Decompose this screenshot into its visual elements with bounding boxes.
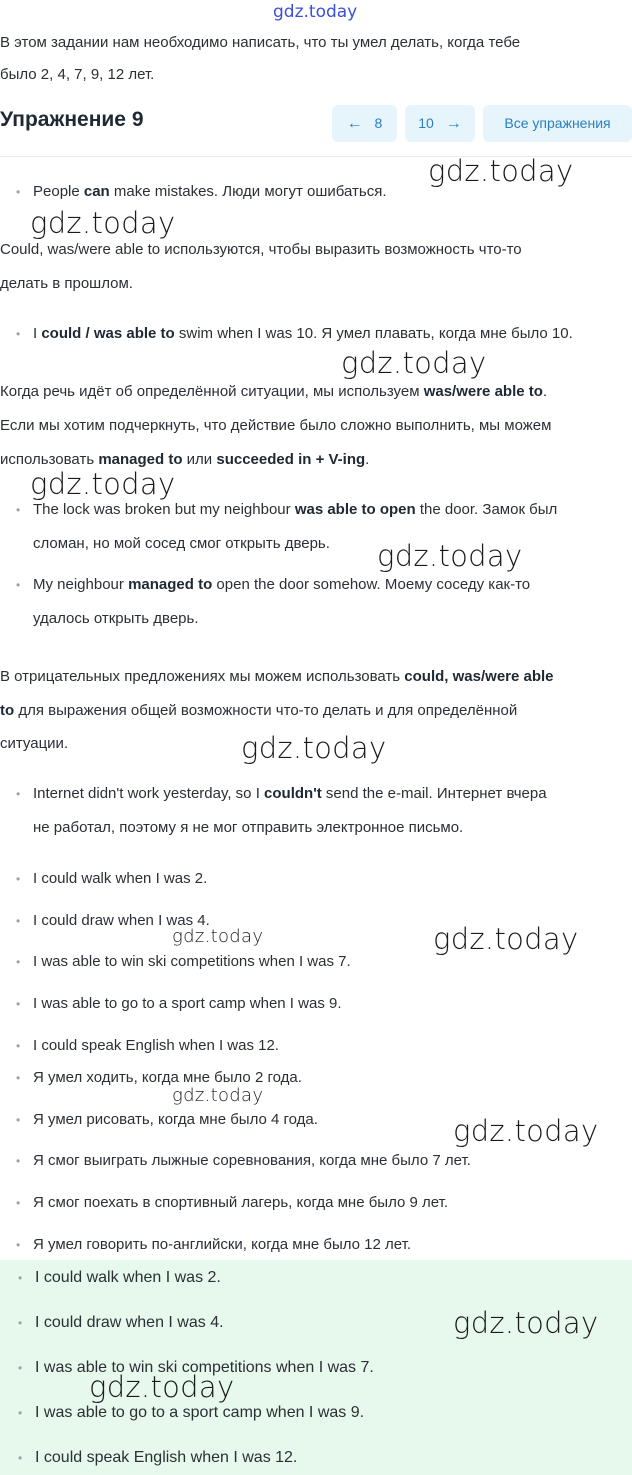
bullet-dot: •: [16, 1238, 21, 1252]
answer-item-text: I was able to win ski competitions when I was 7.: [35, 1359, 374, 1376]
watermark: gdz.today: [453, 1306, 599, 1340]
next-exercise-button[interactable]: [405, 105, 475, 142]
bullet-dot: •: [16, 1154, 21, 1168]
page-title: Упражнение 9: [0, 108, 144, 131]
paragraph-line: делать в прошлом.: [0, 275, 133, 292]
list-item-text: I could / was able to swim when I was 10. Я умел плавать, когда мне было 10.: [33, 325, 573, 342]
bullet-dot: •: [16, 1039, 21, 1053]
watermark: gdz.today: [241, 731, 387, 765]
list-item-text: Я смог выиграть лыжные соревнования, когда мне было 7 лет.: [33, 1152, 471, 1169]
site-logo[interactable]: gdz.today: [273, 2, 358, 22]
list-item-text: People can make mistakes. Люди могут ошибаться.: [33, 183, 387, 200]
bullet-dot: •: [18, 1406, 23, 1420]
paragraph-line: Когда речь идёт об определённой ситуации, мы используем was/were able to.: [0, 383, 548, 400]
bullet-dot: •: [18, 1271, 23, 1285]
list-item-text: Internet didn't work yesterday, so I couldn't send the e-mail. Интернет вчера: [33, 785, 547, 802]
watermark: gdz.today: [30, 206, 176, 240]
bullet-dot: •: [16, 1196, 21, 1210]
list-item-text: Я умел ходить, когда мне было 2 года.: [33, 1069, 302, 1086]
list-item-text: I could draw when I was 4.: [33, 912, 210, 929]
answer-item-text: I could draw when I was 4.: [35, 1314, 224, 1331]
list-item-text: The lock was broken but my neighbour was able to open the door. Замок был: [33, 501, 558, 518]
watermark: gdz.today: [433, 922, 579, 956]
list-item-text: My neighbour managed to open the door somehow. Моему соседу как-то: [33, 576, 531, 593]
bullet-dot: •: [16, 327, 21, 341]
watermark: gdz.today: [172, 1085, 264, 1106]
watermark: gdz.today: [453, 1114, 599, 1148]
paragraph-line: Could, was/were able to используются, чтобы выразить возможность что-то: [0, 241, 522, 258]
bullet-dot: •: [16, 914, 21, 928]
watermark: gdz.today: [377, 539, 523, 573]
bullet-dot: •: [16, 997, 21, 1011]
bullet-dot: •: [18, 1316, 23, 1330]
list-item-text: удалось открыть дверь.: [33, 610, 199, 627]
paragraph-line: to для выражения общей возможности что-то делать и для определённой: [0, 702, 518, 719]
bullet-dot: •: [16, 872, 21, 886]
list-item-text: не работал, поэтому я не мог отправить электронное письмо.: [33, 819, 464, 836]
intro-line-1: В этом задании нам необходимо написать, что ты умел делать, когда тебе: [0, 34, 521, 51]
bullet-dot: •: [16, 1113, 21, 1127]
paragraph-line: В отрицательных предложениях мы можем использовать could, was/were able: [0, 668, 554, 685]
prev-exercise-label: 8: [374, 115, 383, 131]
watermark: gdz.today: [89, 1370, 235, 1404]
paragraph-line: ситуации.: [0, 735, 69, 752]
next-exercise-label: 10: [418, 115, 434, 131]
list-item-text: сломан, но мой сосед смог открыть дверь.: [33, 535, 330, 552]
intro-line-2: было 2, 4, 7, 9, 12 лет.: [0, 66, 155, 83]
list-item-text: I was able to win ski competitions when I was 7.: [33, 953, 351, 970]
bullet-dot: •: [16, 1071, 21, 1085]
paragraph-line: использовать managed to или succeeded in + V-ing.: [0, 451, 370, 468]
bullet-dot: •: [16, 578, 21, 592]
bullet-dot: •: [16, 185, 21, 199]
list-item-text: I was able to go to a sport camp when I was 9.: [33, 995, 342, 1012]
watermark: gdz.today: [172, 926, 264, 947]
list-item-text: Я умел рисовать, когда мне было 4 года.: [33, 1111, 318, 1128]
list-item-text: I could walk when I was 2.: [33, 870, 208, 887]
bullet-dot: •: [16, 955, 21, 969]
answer-item-text: I could walk when I was 2.: [35, 1269, 221, 1286]
arrow-left-icon: ←: [346, 115, 363, 132]
bullet-dot: •: [16, 787, 21, 801]
answer-item-text: I was able to go to a sport camp when I was 9.: [35, 1404, 365, 1421]
watermark: gdz.today: [428, 154, 574, 188]
list-item-text: Я смог поехать в спортивный лагерь, когда мне было 9 лет.: [33, 1194, 449, 1211]
bullet-dot: •: [16, 503, 21, 517]
bullet-dot: •: [18, 1451, 23, 1465]
list-item-text: I could speak English when I was 12.: [33, 1037, 279, 1054]
bullet-dot: •: [18, 1361, 23, 1375]
paragraph-line: Если мы хотим подчеркнуть, что действие было сложно выполнить, мы можем: [0, 417, 552, 434]
all-exercises-button[interactable]: Все упражнения: [483, 105, 632, 142]
prev-exercise-button[interactable]: [332, 105, 397, 142]
watermark: gdz.today: [341, 346, 487, 380]
watermark: gdz.today: [30, 467, 176, 501]
arrow-right-icon: →: [445, 115, 462, 132]
answer-item-text: I could speak English when I was 12.: [35, 1449, 298, 1466]
list-item-text: Я умел говорить по-английски, когда мне было 12 лет.: [33, 1236, 411, 1253]
